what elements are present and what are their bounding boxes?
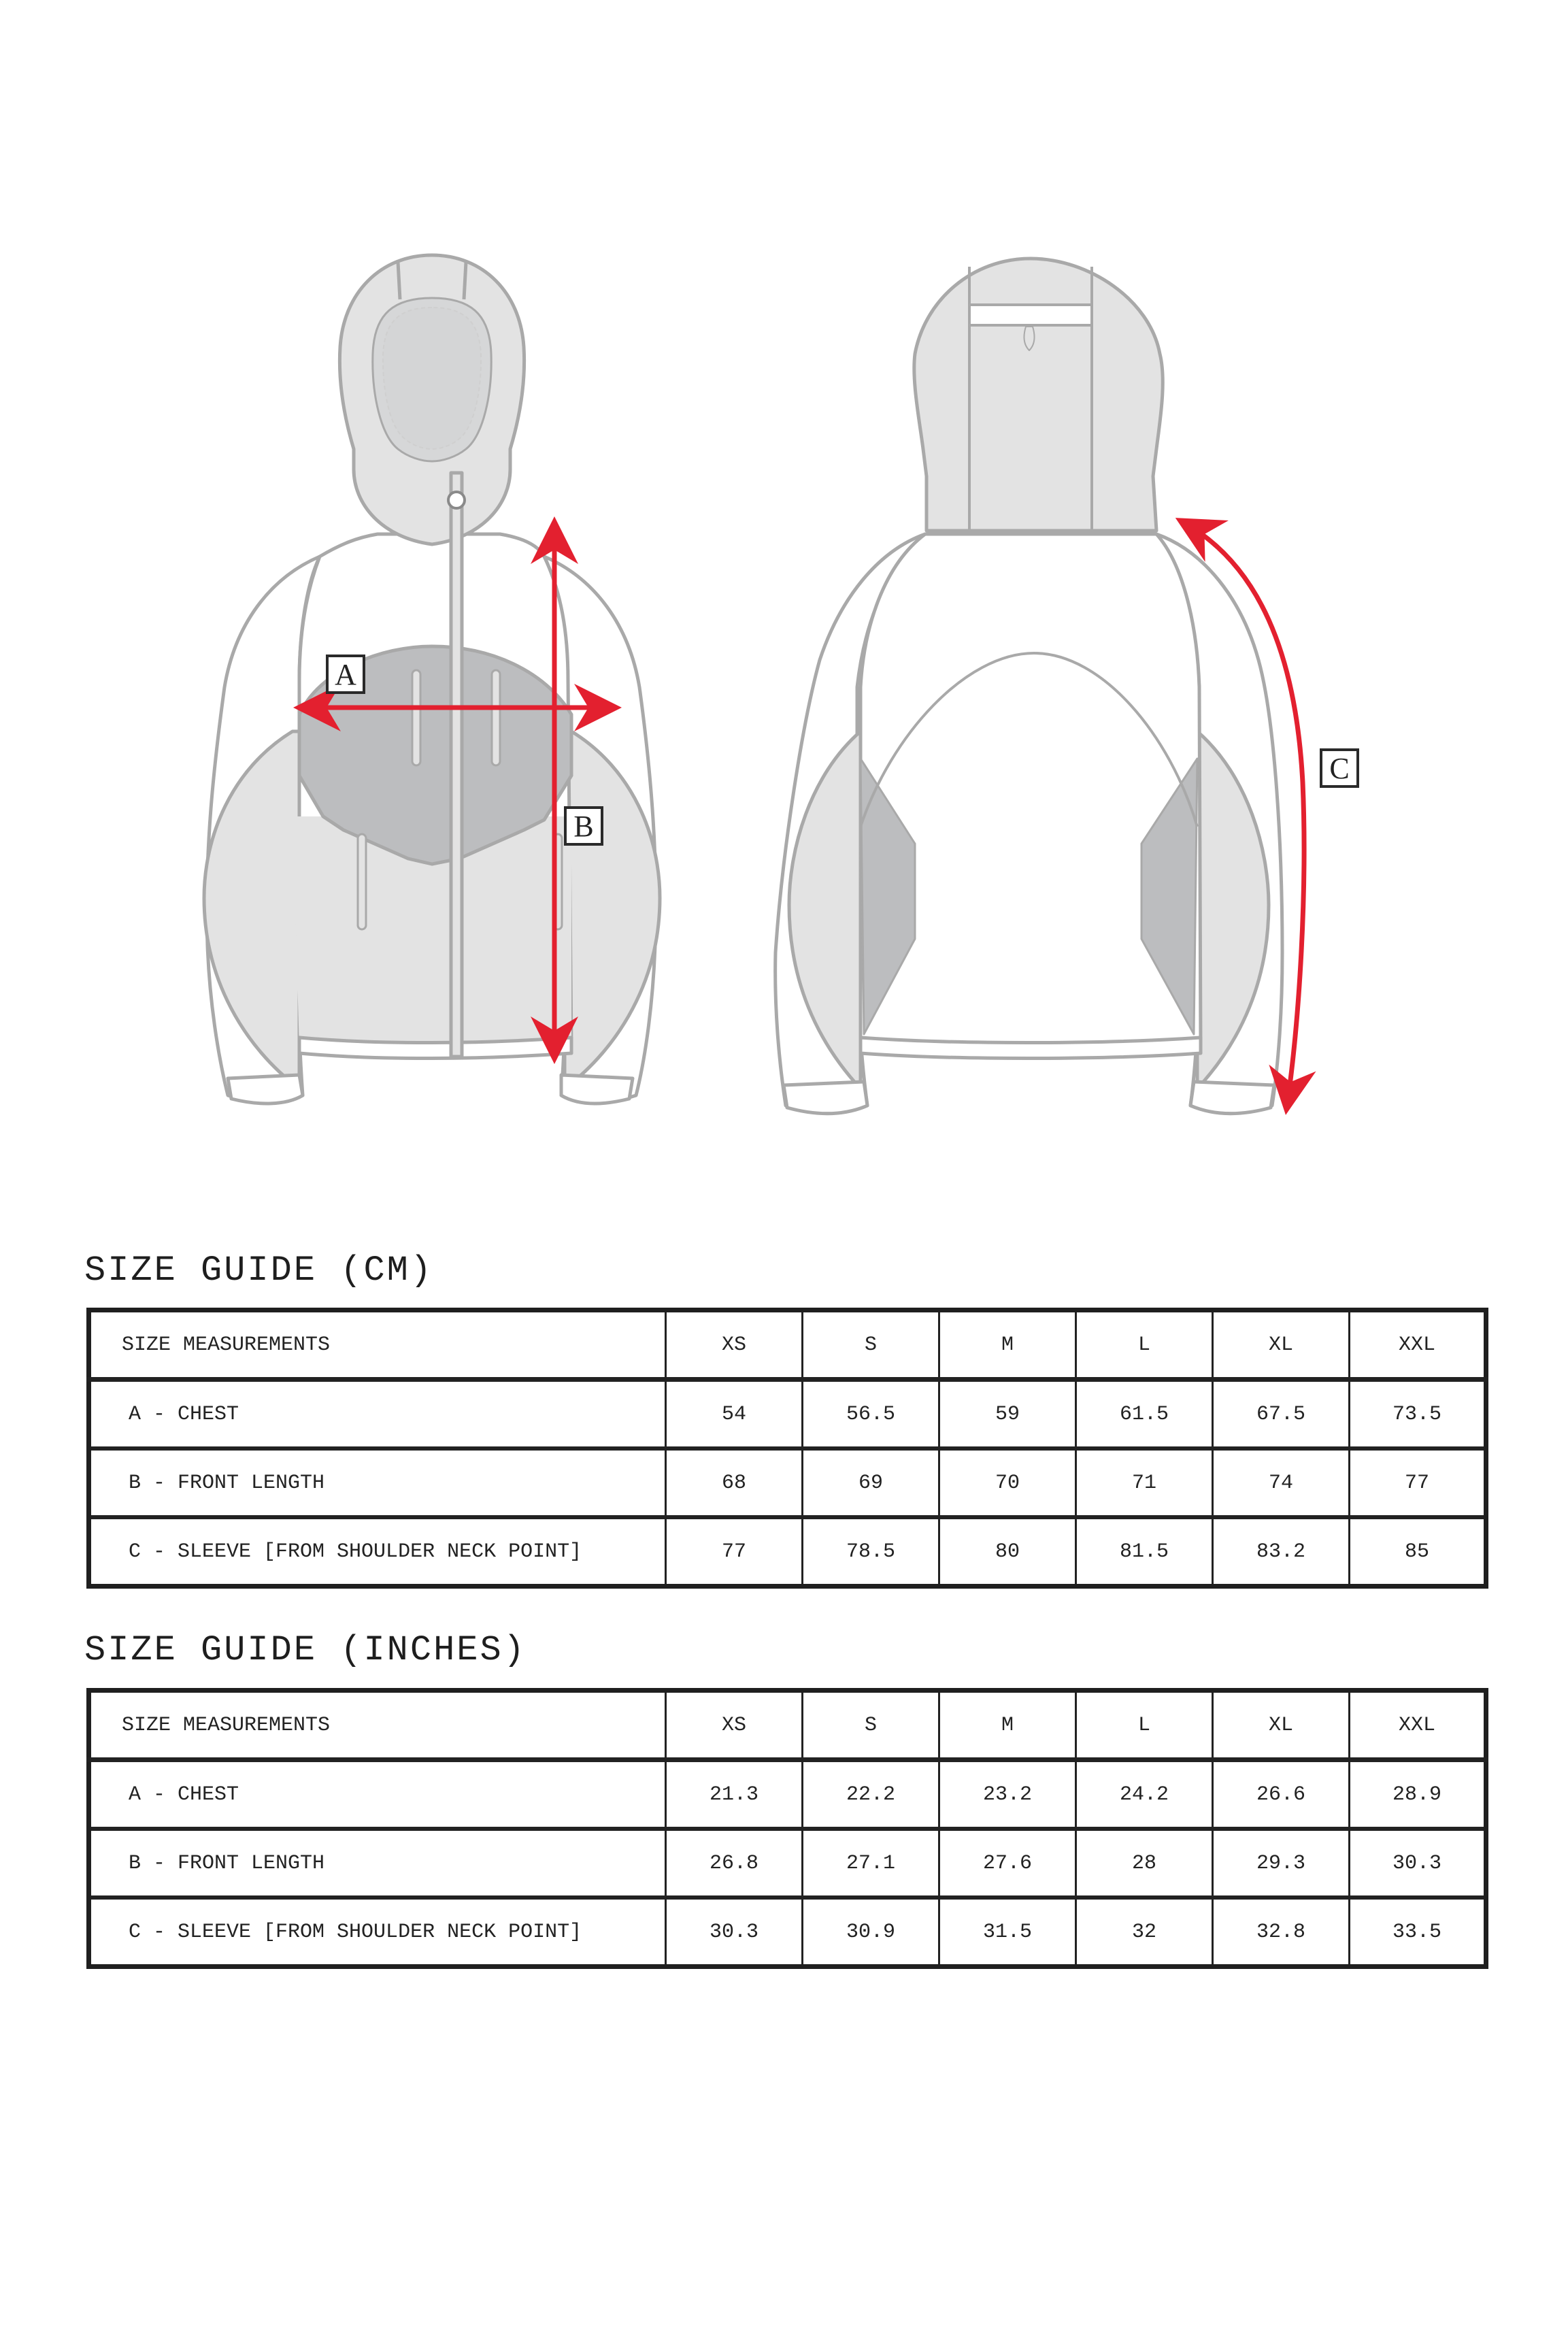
- front-chest-pocket-right: [492, 670, 500, 765]
- row-label: B - FRONT LENGTH: [89, 1448, 666, 1517]
- back-body: [861, 534, 1201, 1048]
- back-hood-reflective-strip: [969, 305, 1092, 325]
- table-row-front-length: [89, 1448, 1486, 1517]
- header-size-xxl: XXL: [1350, 1691, 1486, 1760]
- cell-value: 32.8: [1213, 1898, 1350, 1967]
- back-jacket-view: [775, 259, 1282, 1114]
- cell-value: 54: [666, 1380, 803, 1449]
- front-jacket-view: [204, 255, 660, 1104]
- header-size-s: S: [803, 1310, 939, 1380]
- cell-value: 77: [1350, 1448, 1486, 1517]
- measurement-label-c: C: [1320, 748, 1359, 788]
- header-size-xxl: XXL: [1350, 1310, 1486, 1380]
- cell-value: 69: [803, 1448, 939, 1517]
- cell-value: 30.3: [666, 1898, 803, 1967]
- size-guide-inches-title: SIZE GUIDE (INCHES): [84, 1630, 527, 1670]
- row-label: A - CHEST: [89, 1380, 666, 1449]
- cell-value: 26.6: [1213, 1760, 1350, 1829]
- back-hood: [914, 259, 1163, 531]
- cell-value: 71: [1076, 1448, 1213, 1517]
- row-label: B - FRONT LENGTH: [89, 1829, 666, 1898]
- header-size-measurements: SIZE MEASUREMENTS: [89, 1691, 666, 1760]
- front-hand-pocket-left: [358, 834, 366, 929]
- size-guide-cm-table: [86, 1308, 1488, 1589]
- cell-value: 74: [1213, 1448, 1350, 1517]
- header-size-s: S: [803, 1691, 939, 1760]
- cell-value: 30.9: [803, 1898, 939, 1967]
- cell-value: 59: [939, 1380, 1076, 1449]
- cell-value: 22.2: [803, 1760, 939, 1829]
- cell-value: 68: [666, 1448, 803, 1517]
- row-label: C - SLEEVE [FROM SHOULDER NECK POINT]: [89, 1898, 666, 1967]
- table-row-chest: [89, 1380, 1486, 1449]
- cell-value: 78.5: [803, 1517, 939, 1587]
- header-size-xl: XL: [1213, 1691, 1350, 1760]
- row-label: A - CHEST: [89, 1760, 666, 1829]
- header-size-xs: XS: [666, 1310, 803, 1380]
- header-size-m: M: [939, 1310, 1076, 1380]
- cell-value: 73.5: [1350, 1380, 1486, 1449]
- header-size-l: L: [1076, 1310, 1213, 1380]
- cell-value: 83.2: [1213, 1517, 1350, 1587]
- header-size-xs: XS: [666, 1691, 803, 1760]
- cell-value: 80: [939, 1517, 1076, 1587]
- size-guide-inches-table: [86, 1688, 1488, 1969]
- table-header-row: [89, 1310, 1486, 1380]
- cell-value: 26.8: [666, 1829, 803, 1898]
- front-right-cuff: [561, 1075, 633, 1104]
- cell-value: 70: [939, 1448, 1076, 1517]
- cell-value: 77: [666, 1517, 803, 1587]
- cell-value: 27.6: [939, 1829, 1076, 1898]
- table-row-front-length: [89, 1829, 1486, 1898]
- cell-value: 33.5: [1350, 1898, 1486, 1967]
- cell-value: 81.5: [1076, 1517, 1213, 1587]
- front-left-cuff: [228, 1075, 303, 1104]
- header-size-measurements: SIZE MEASUREMENTS: [89, 1310, 666, 1380]
- cell-value: 85: [1350, 1517, 1486, 1587]
- cell-value: 32: [1076, 1898, 1213, 1967]
- cell-value: 28.9: [1350, 1760, 1486, 1829]
- row-label: C - SLEEVE [FROM SHOULDER NECK POINT]: [89, 1517, 666, 1587]
- cell-value: 27.1: [803, 1829, 939, 1898]
- cell-value: 24.2: [1076, 1760, 1213, 1829]
- front-zipper-pull: [448, 492, 465, 508]
- cell-value: 61.5: [1076, 1380, 1213, 1449]
- measurement-label-a: A: [326, 655, 365, 694]
- table-header-row: [89, 1691, 1486, 1760]
- measurement-label-b: B: [564, 806, 603, 846]
- cell-value: 28: [1076, 1829, 1213, 1898]
- table-row-sleeve: [89, 1898, 1486, 1967]
- size-guide-cm-title: SIZE GUIDE (CM): [84, 1250, 434, 1291]
- cell-value: 23.2: [939, 1760, 1076, 1829]
- table-row-chest: [89, 1760, 1486, 1829]
- front-zipper: [451, 473, 462, 1057]
- cell-value: 67.5: [1213, 1380, 1350, 1449]
- front-chest-pocket-left: [412, 670, 420, 765]
- cell-value: 31.5: [939, 1898, 1076, 1967]
- cell-value: 21.3: [666, 1760, 803, 1829]
- header-size-m: M: [939, 1691, 1076, 1760]
- cell-value: 30.3: [1350, 1829, 1486, 1898]
- header-size-l: L: [1076, 1691, 1213, 1760]
- header-size-xl: XL: [1213, 1310, 1350, 1380]
- cell-value: 56.5: [803, 1380, 939, 1449]
- table-row-sleeve: [89, 1517, 1486, 1587]
- cell-value: 29.3: [1213, 1829, 1350, 1898]
